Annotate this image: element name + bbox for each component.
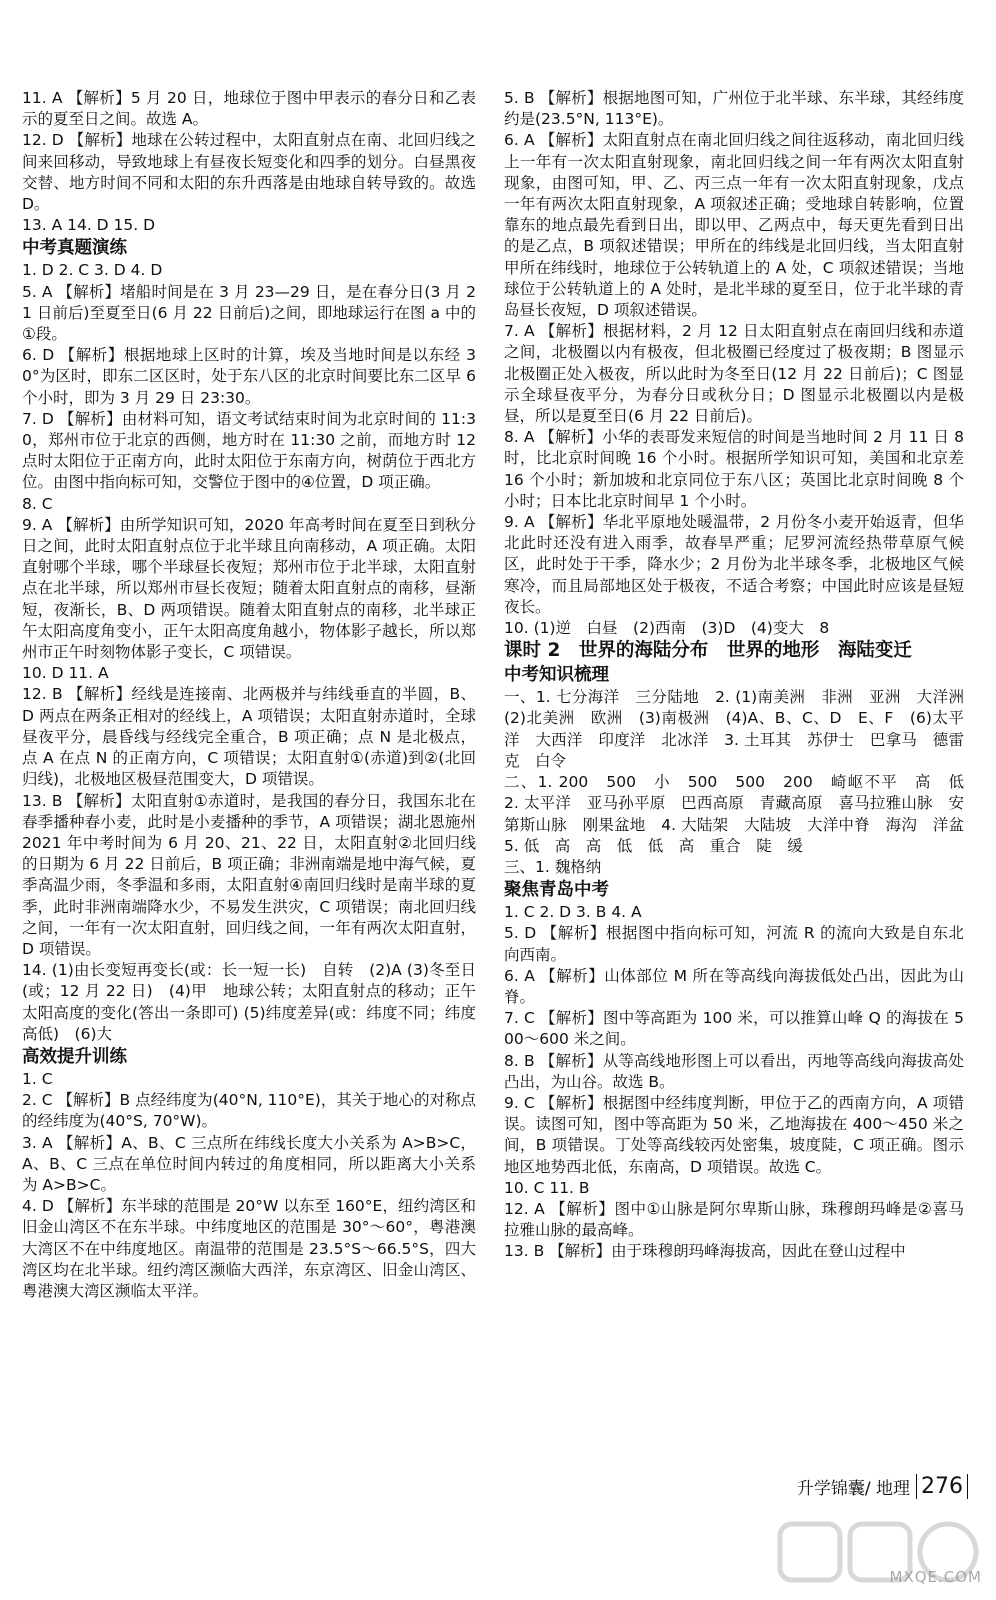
answer-paragraph: 8. B 【解析】从等高线地形图上可以看出，丙地等高线向海拔高处凸出，为山谷。故选 B。 [504, 1051, 964, 1091]
answer-paragraph: 12. D 【解析】地球在公转过程中，太阳直射点在南、北回归线之间来回移动，导致地球上有昼夜长短变化和四季的划分。白昼黑夜交替、地方时间不同和太阳的东升西落是由地球自转导致的。故选 D。 [22, 131, 476, 214]
answer-paragraph: 10. D 11. A [22, 664, 109, 683]
answer-paragraph: 3. A 【解析】A、B、C 三点所在纬线长度大小关系为 A>B>C，A、B、C 三点在单位时间内转过的角度相同，所以距离大小关系为 A>B>C。 [22, 1133, 476, 1194]
answer-paragraph: 12. B 【解析】经线是连接南、北两极并与纬线垂直的半圆，B、D 两点在两条正相对的经线上，A 项错误；太阳直射赤道时，全球昼夜平分，晨昏线与经线完全重合，B 项正确；点 N 是北极点，点 A 在点 N 的正南方向，C 项错误；太阳直射①(赤道)到②(北回归线)，北极地区极昼范围变大，D 项错误。 [22, 685, 476, 789]
answer-paragraph: 7. D 【解析】由材料可知，语文考试结束时间为北京时间的 11:30，郑州市位于北京的西侧，地方时在 11:30 之前，而地方时 12 点时太阳位于正南方向，此时太阳位于东南方向，树荫位于西北方位。由图中指向标可知，交警位于图中的④位置，D 项正确。 [22, 409, 476, 492]
answer-paragraph: 三、1. 魏格纳 [504, 857, 602, 876]
section-heading: 中考真题演练 [22, 238, 127, 259]
answer-paragraph: 5. B 【解析】根据地图可知，广州位于北半球、东半球，其经纬度约是(23.5°N, 113°E)。 [504, 89, 964, 129]
answer-paragraph: 二、1. 200 500 小 500 500 200 崎岖不平 高 低 2. 太平洋 亚马孙平原 巴西高原 青藏高原 喜马拉雅山脉 安第斯山脉 刚果盆地 4. 大陆架 大陆坡 大洋中脊 海沟 洋盆 5. 低 高 高 低 低 高 重合 陡 缓 [504, 773, 980, 855]
answer-paragraph: 9. C 【解析】根据图中经纬度判断，甲位于乙的西南方向，A 项错误。读图可知，图中等高距为 50 米，乙地海拔在 400～450 米之间，B 项错误。丁处等高线较丙处密集，坡度陡，C 项正确。图示地区地势西北低，东南高，D 项错误。故选 C。 [504, 1093, 964, 1176]
answer-paragraph: 2. C 【解析】B 点经纬度为(40°N, 110°E)，其关于地心的对称点的经纬度为(40°S, 70°W)。 [22, 1091, 476, 1131]
answer-paragraph: 6. A 【解析】太阳直射点在南北回归线之间往返移动，南北回归线上一年有一次太阳直射现象，南北回归线之间一年有两次太阳直射现象，由图可知，甲、乙、丙三点一年有一次太阳直射现象，戊点一年有两次太阳直射现象，A 项叙述正确；受地球自转影响，位置靠东的地点最先看到日出，即以甲、乙两点中，每天更先看到日出的是乙点，B 项叙述错误；甲所在的纬线是北回归线，当太阳直射甲所在纬线时，地球位于公转轨道上的 A 处，C 项叙述错误；当地球位于公转轨道上的 A 处时，是北半球的夏至日，位于北半球的青岛昼长夜短，D 项叙述错误。 [504, 131, 964, 320]
book-title: 升学锦囊/ 地理 [796, 1479, 910, 1499]
answer-paragraph: 12. A 【解析】图中①山脉是阿尔卑斯山脉，珠穆朗玛峰是②喜马拉雅山脉的最高峰。 [504, 1199, 964, 1240]
answer-paragraph: 7. A 【解析】根据材料，2 月 12 日太阳直射点在南回归线和赤道之间，北极圈以内有极夜，但北极圈已经度过了极夜期；B 图显示北极圈正处入极夜，所以此时为冬至日(12 月 22 日前后)；C 图显示全球昼夜平分，为春分日或秋分日；D 图显示北极圈以内是极昼，所以是夏至日(6 月 22 日前后)。 [504, 322, 964, 426]
answer-paragraph: 14. (1)由长变短再变长(或：长一短一长) 自转 (2)A (3)冬至日(或；12 月 22 日) (4)甲 地球公转；太阳直射点的移动；正午太阳高度的变化(答出一条即可) (5)纬度差异(或：纬度不同；纬度高低) (6)大 [22, 961, 476, 1043]
answer-paragraph: 6. D 【解析】根据地球上区时的计算，埃及当地时间是以东经 30°为区时，即东二区区时，处于东八区的北京时间要比东二区早 6 个小时，即为 3 月 29 日 23:30。 [22, 346, 476, 407]
answer-paragraph: 1. D 2. C 3. D 4. D [22, 261, 163, 280]
answer-paragraph: 9. A 【解析】华北平原地处暖温带，2 月份冬小麦开始返青，但华北此时还没有进入雨季，故春旱严重；尼罗河流经热带草原气候区，此时处于干季，降水少；2 月份为北半球冬季，北极地区气候寒冷，而且局部地区处于极夜，不适合考察；中国此时应该是昼短夜长。 [504, 513, 964, 616]
section-heading: 聚焦青岛中考 [504, 880, 609, 901]
page-number: 276 [916, 1474, 968, 1499]
answer-paragraph: 13. B 【解析】太阳直射①赤道时，是我国的春分日，我国东北在春季播种春小麦，此时是小麦播种的季节，A 项错误；湖北恩施州 2021 年中考时间为 6 月 20、21、22 日，太阳直射②北回归线的日期为 6 月 22 日前后，B 项正确；非洲南端是地中海气候，夏季高温少雨，冬季温和多雨，太阳直射④南回归线时是南半球的夏季，此时非洲南端降水少，不易发生洪灾，C 项错误；南北回归线之间，一年有一次太阳直射，回归线之间，一年有两次太阳直射，D 项错误。 [22, 791, 476, 958]
answer-paragraph: 9. A 【解析】由所学知识可知，2020 年高考时间在夏至日到秋分日之间，此时太阳直射点位于北半球且向南移动，A 项正确。太阳直射哪个半球，哪个半球昼长夜短；郑州市位于北半球，太阳直射点在北半球，所以郑州市昼长夜短；随着太阳直射点的南移，昼渐短，夜渐长，B、D 两项错误。随着太阳直射点的南移，北半球正午太阳高度角变小，正午太阳高度角越小，物体影子越长，所以郑州市正午时刻物体影子变长，C 项错误。 [22, 515, 476, 662]
answer-paragraph: 4. D 【解析】东半球的范围是 20°W 以东至 160°E，纽约湾区和旧金山湾区不在东半球。中纬度地区的范围是 30°～60°，粤港澳大湾区不在中纬度地区。南温带的范围是 23.5°S～66.5°S，四大湾区均在北半球。纽约湾区濒临大西洋，东京湾区、旧金山湾区、粤港澳大湾区濒临太平洋。 [22, 1197, 476, 1300]
answer-paragraph: 8. A 【解析】小华的表哥发来短信的时间是当地时间 2 月 11 日 8 时，比北京时间晚 16 个小时。根据所学知识可知，美国和北京差 16 个小时；新加坡和北京同位于东八区；英国比北京时间晚 8 个小时；日本比北京时间早 1 个小时。 [504, 428, 964, 510]
answer-paragraph: 10. (1)逆 白昼 (2)西南 (3)D (4)变大 8 [504, 619, 830, 638]
page-footer [797, 1474, 968, 1499]
answer-paragraph: 一、1. 七分海洋 三分陆地 2. (1)南美洲 非洲 亚洲 大洋洲 (2)北美洲 欧洲 (3)南极洲 (4)A、B、C、D E、F (6)太平洋 大西洋 印度洋 北冰洋 3. 土耳其 苏伊士 巴拿马 德雷克 白令 [504, 688, 980, 770]
section-heading: 高效提升训练 [22, 1046, 127, 1067]
answer-paragraph: 13. B 【解析】由于珠穆朗玛峰海拔高，因此在登山过程中 [504, 1242, 906, 1261]
answer-paragraph: 7. C 【解析】图中等高距为 100 米，可以推算山峰 Q 的海拔在 500～600 米之间。 [504, 1009, 964, 1049]
left-column [22, 88, 476, 1302]
watermark-text: MXQE.COM [889, 1568, 982, 1586]
section-heading: 中考知识梳理 [504, 665, 609, 686]
answer-paragraph: 1. C [22, 1069, 53, 1088]
answer-paragraph: 5. D 【解析】根据图中指向标可知，河流 R 的流向大致是自东北向西南。 [504, 924, 964, 964]
answer-paragraph: 8. C [22, 494, 53, 513]
answer-paragraph: 10. C 11. B [504, 1178, 590, 1197]
answer-paragraph: 1. C 2. D 3. B 4. A [504, 903, 642, 922]
answer-paragraph: 6. A 【解析】山体部位 M 所在等高线向海拔低处凸出，因此为山脊。 [504, 966, 964, 1006]
section-heading: 课时 2 世界的海陆分布 世界的地形 海陆变迁 [504, 640, 912, 662]
right-column [504, 88, 980, 1263]
answer-paragraph: 11. A 【解析】5 月 20 日，地球位于图中甲表示的春分日和乙表示的夏至日之间。故选 A。 [22, 89, 476, 129]
answer-paragraph: 5. A 【解析】堵船时间是在 3 月 23—29 日，是在春分日(3 月 21 日前后)至夏至日(6 月 22 日前后)之间，即地球运行在图 a 中的①段。 [22, 282, 476, 344]
answer-paragraph: 13. A 14. D 15. D [22, 216, 156, 235]
